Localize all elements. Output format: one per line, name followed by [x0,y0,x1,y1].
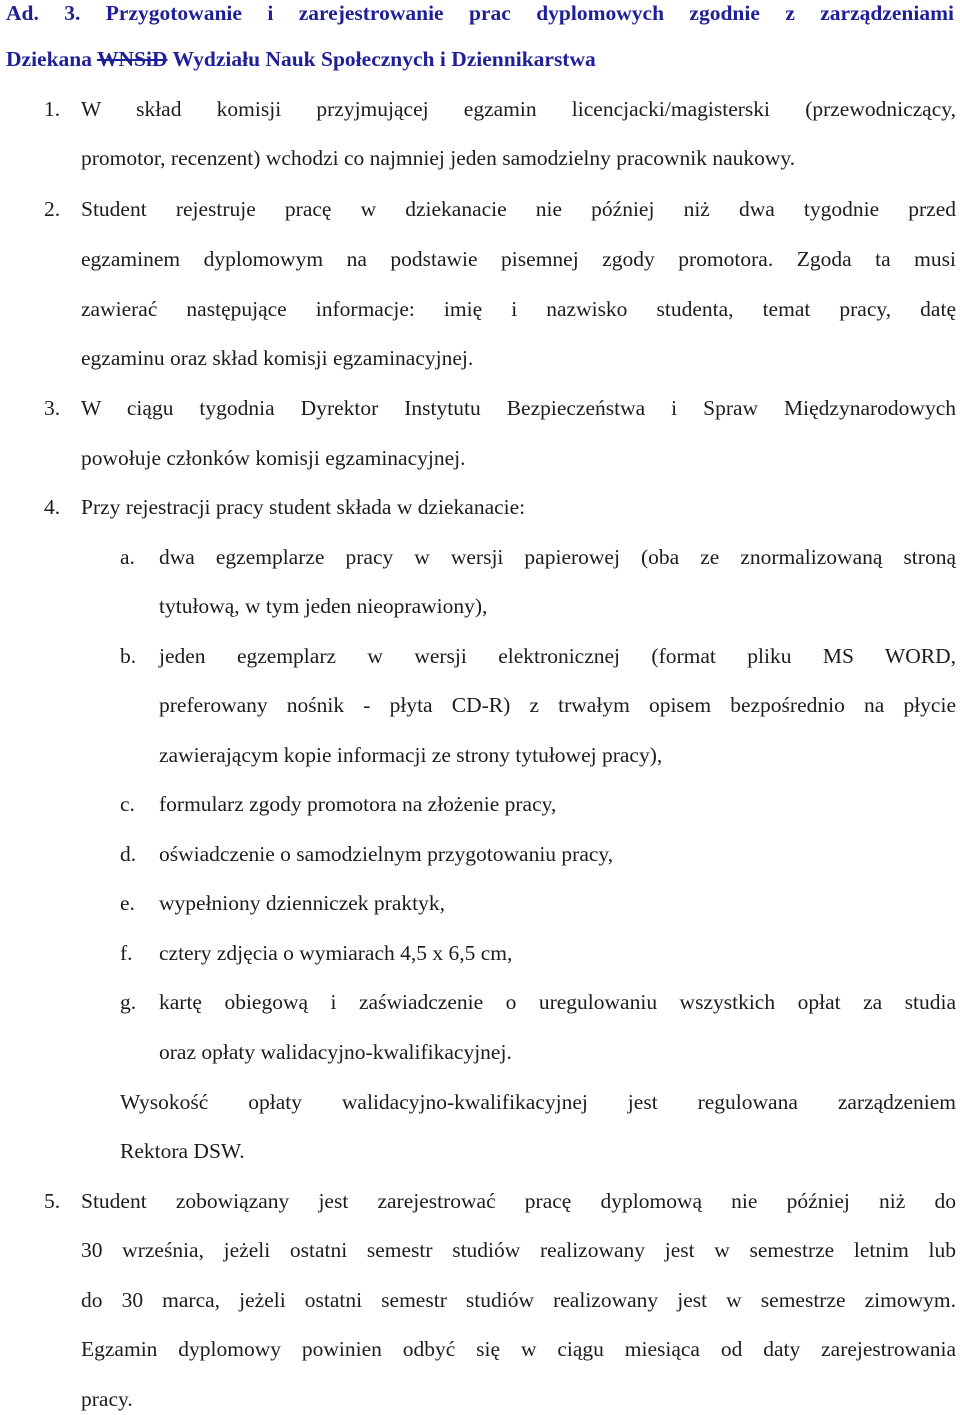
item-4-number: 4. [44,495,61,519]
subitem-f-letter: f. [120,941,133,965]
item-5-line-2: 30 września, jeżeli ostatni semestr studiów realizowany jest w semestrze letnim lub [81,1238,956,1262]
subitem-b-letter: b. [120,644,137,668]
note-line-1: Wysokość opłaty walidacyjno-kwalifikacyjnej jest regulowana zarządzeniem [120,1090,956,1114]
item-3-line-1: W ciągu tygodnia Dyrektor Instytutu Bezpieczeństwa i Spraw Międzynarodowych [81,396,956,420]
item-2-line-4: egzaminu oraz skład komisji egzaminacyjnej. [81,346,474,370]
item-4-line-1: Przy rejestracji pracy student składa w dziekanacie: [81,495,526,519]
subitem-f-line-1: cztery zdjęcia o wymiarach 4,5 x 6,5 cm, [159,941,513,965]
item-5-line-3: do 30 marca, jeżeli ostatni semestr studiów realizowany jest w semestrze zimowym. [81,1288,956,1312]
subitem-d-letter: d. [120,842,137,866]
subitem-b-line-3: zawierającym kopie informacji ze strony tytułowej pracy), [159,743,663,767]
item-2-line-2: egzaminem dyplomowym na podstawie pisemnej zgody promotora. Zgoda ta musi [81,247,956,271]
subitem-b-line-1: jeden egzemplarz w wersji elektronicznej (format pliku MS WORD, [159,644,956,668]
item-5-line-1: Student zobowiązany jest zarejestrować pracę dyplomową nie później niż do [81,1189,956,1213]
subitem-g-letter: g. [120,990,137,1014]
heading-text-b: Wydziału Nauk Społecznych i Dziennikarstwa [167,47,596,71]
item-1-line-2: promotor, recenzent) wchodzi co najmniej jeden samodzielny pracownik naukowy. [81,146,796,170]
item-1-line-1: W skład komisji przyjmującej egzamin licencjacki/magisterski (przewodniczący, [81,97,956,121]
heading-struck-text: WNSiD [97,47,168,71]
subitem-b-line-2: preferowany nośnik - płyta CD-R) z trwałym opisem bezpośrednio na płycie [159,693,956,717]
item-5-line-5: pracy. [81,1387,133,1411]
item-5-number: 5. [44,1189,61,1213]
item-2-line-1: Student rejestruje pracę w dziekanacie nie później niż dwa tygodnie przed [81,197,956,221]
item-5-line-4: Egzamin dyplomowy powinien odbyć się w ciągu miesiąca od daty zarejestrowania [81,1337,956,1361]
subitem-c-line-1: formularz zgody promotora na złożenie pracy, [159,792,557,816]
item-2-line-3: zawierać następujące informacje: imię i nazwisko studenta, temat pracy, datę [81,297,956,321]
subitem-a-line-1: dwa egzemplarze pracy w wersji papierowej (oba ze znormalizowaną stroną [159,545,956,569]
subitem-d-line-1: oświadczenie o samodzielnym przygotowaniu pracy, [159,842,614,866]
item-2-number: 2. [44,197,61,221]
heading-text-a: Dziekana [6,47,97,71]
subitem-a-line-2: tytułową, w tym jeden nieoprawiony), [159,594,488,618]
subitem-g-line-2: oraz opłaty walidacyjno-kwalifikacyjnej. [159,1040,512,1064]
subitem-a-letter: a. [120,545,135,569]
subitem-e-letter: e. [120,891,135,915]
note-line-2: Rektora DSW. [120,1139,245,1163]
item-3-number: 3. [44,396,61,420]
heading-line-1: Ad. 3. Przygotowanie i zarejestrowanie prac dyplomowych zgodnie z zarządzeniami [6,1,954,25]
item-3-line-2: powołuje członków komisji egzaminacyjnej. [81,446,466,470]
item-1-number: 1. [44,97,61,121]
heading-line-2 [6,46,596,72]
subitem-g-line-1: kartę obiegową i zaświadczenie o uregulowaniu wszystkich opłat za studia [159,990,956,1014]
subitem-e-line-1: wypełniony dzienniczek praktyk, [159,891,445,915]
subitem-c-letter: c. [120,792,135,816]
